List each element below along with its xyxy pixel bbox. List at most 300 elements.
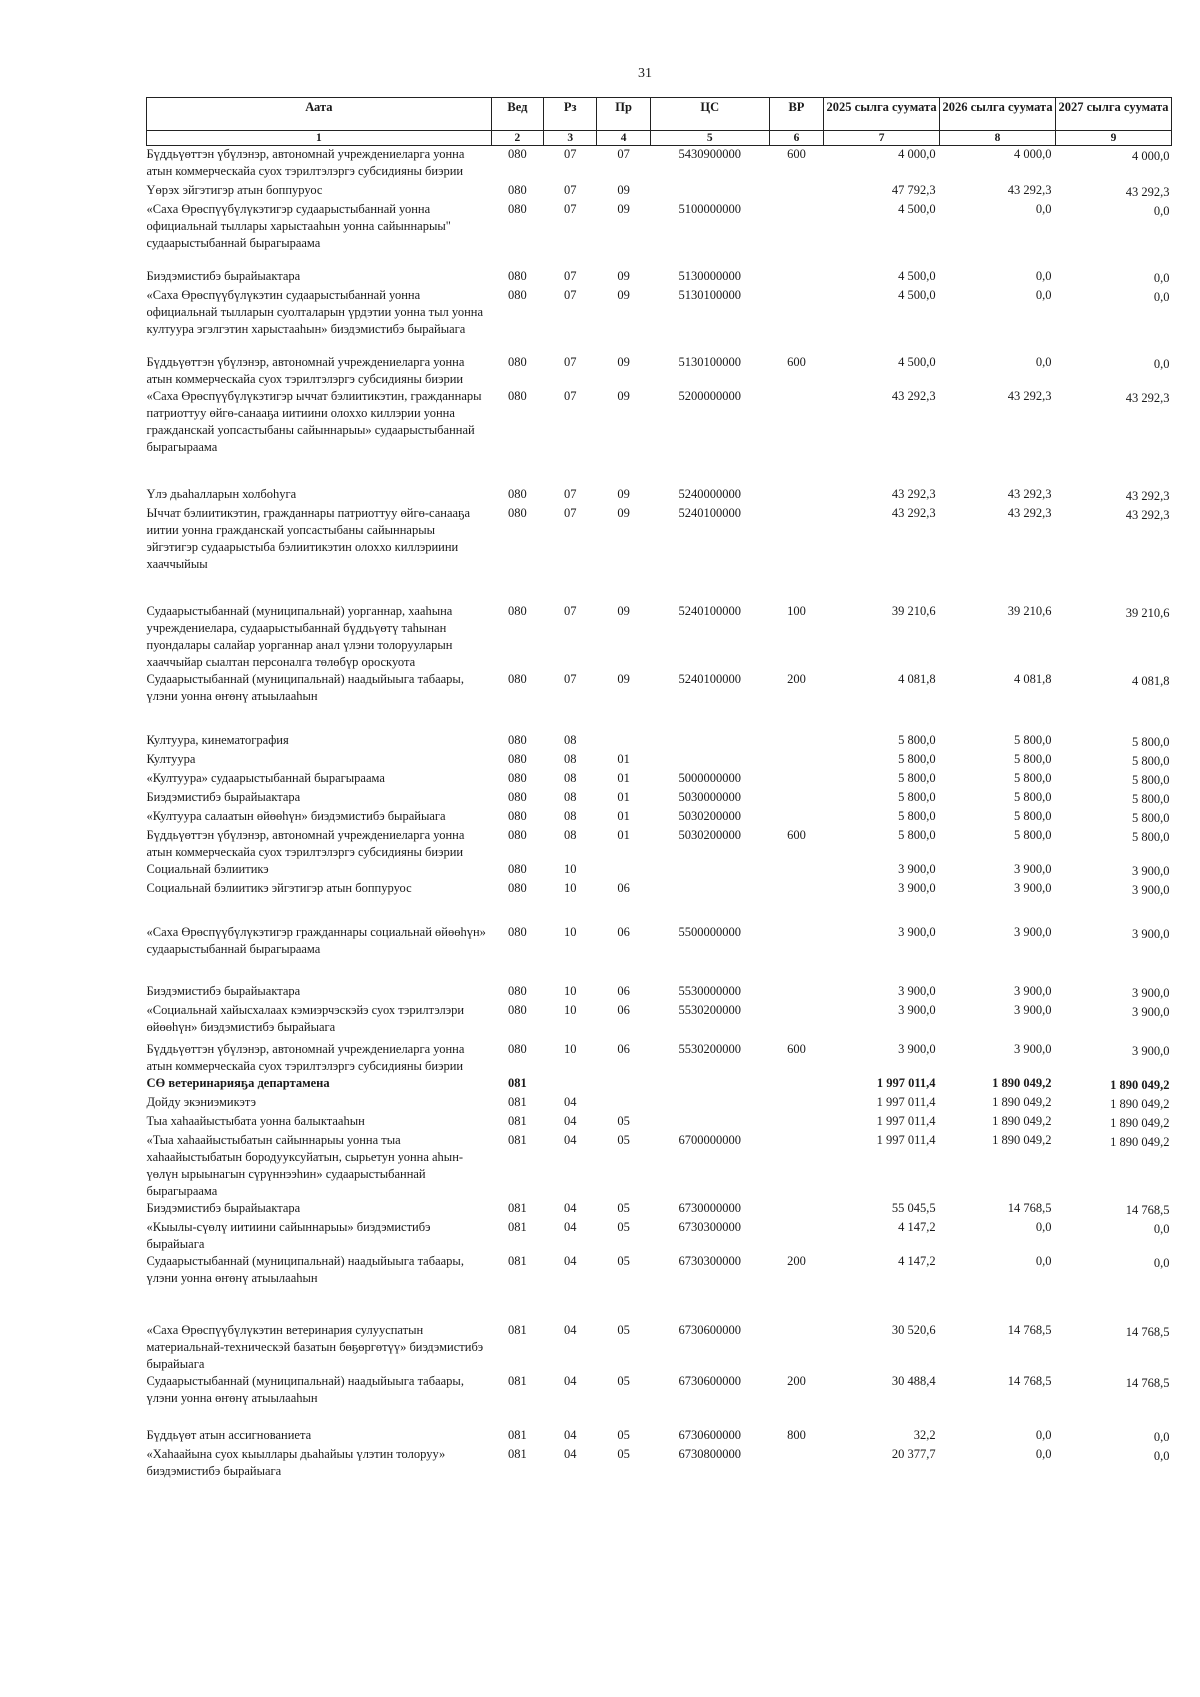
cell-2027: 1 890 049,2 bbox=[1110, 1078, 1170, 1092]
cell-2025: 43 292,3 bbox=[891, 487, 936, 501]
cell-vr bbox=[769, 1113, 823, 1132]
table-row bbox=[147, 1113, 1172, 1132]
cell-rz: 04 bbox=[563, 1447, 577, 1461]
table-row bbox=[147, 146, 1172, 181]
cell-2026: 1 890 049,2 bbox=[992, 1114, 1052, 1128]
cell-cs bbox=[650, 180, 769, 201]
cell-2026: 5 800,0 bbox=[1014, 752, 1052, 766]
cell-2025: 55 045,5 bbox=[891, 1201, 936, 1215]
cell-2025: 5 800,0 bbox=[898, 790, 936, 804]
cell-name: Биэдэмистибэ бырайыактара bbox=[146, 269, 301, 283]
cell-2025: 4 147,2 bbox=[898, 1254, 936, 1268]
cell-2026: 43 292,3 bbox=[1007, 183, 1052, 197]
cell-2025: 47 792,3 bbox=[891, 183, 936, 197]
table-row bbox=[147, 1446, 1172, 1480]
header-cell-2027: 2027 сылга суумата bbox=[1056, 98, 1172, 131]
table-row bbox=[147, 287, 1172, 338]
table-row bbox=[147, 1075, 1172, 1094]
cell-vr bbox=[769, 1132, 823, 1200]
cell-pr: 05 bbox=[617, 1374, 630, 1388]
cell-vr: 600 bbox=[787, 355, 806, 369]
cell-ved: 080 bbox=[508, 288, 527, 302]
table-row bbox=[147, 505, 1172, 573]
cell-name: Судаарыстыбаннай (муниципальнай) уорганнар, хааһына учреждениелара, судаарыстыбаннай бүддьүөтү таһынан пуондалары салайар уорганнар анал үлэни толорууларын хааччыйар сыалтан персоналга төлөбүр ороскуота bbox=[146, 604, 453, 669]
cell-2027: 14 768,5 bbox=[1125, 1203, 1170, 1217]
cell-vr bbox=[769, 201, 823, 252]
cell-rz: 10 bbox=[563, 1042, 577, 1056]
table-row bbox=[147, 201, 1172, 252]
cell-rz: 10 bbox=[563, 881, 577, 895]
cell-pr bbox=[597, 1075, 650, 1094]
cell-cs: 6730000000 bbox=[678, 1201, 741, 1215]
cell-2026: 5 800,0 bbox=[1014, 828, 1052, 842]
index-cell: 8 bbox=[940, 131, 1056, 146]
cell-pr: 09 bbox=[617, 183, 630, 197]
cell-vr: 600 bbox=[787, 147, 806, 161]
table-row bbox=[147, 751, 1172, 770]
cell-2026: 0,0 bbox=[1035, 1220, 1052, 1234]
cell-pr bbox=[597, 861, 650, 880]
cell-vr bbox=[769, 252, 823, 287]
cell-2026: 0,0 bbox=[1035, 1428, 1052, 1442]
cell-vr bbox=[769, 1446, 823, 1480]
table-row bbox=[147, 770, 1172, 789]
cell-2027: 0,0 bbox=[1153, 357, 1170, 371]
cell-2026: 4 000,0 bbox=[1014, 147, 1052, 161]
header-cell-pr: Пр bbox=[597, 98, 650, 131]
table-row bbox=[147, 880, 1172, 899]
cell-name: Дойду экэниэмикэтэ bbox=[146, 1095, 256, 1109]
cell-cs: 5130100000 bbox=[678, 355, 741, 369]
cell-rz: 08 bbox=[563, 752, 577, 766]
table-row bbox=[147, 705, 1172, 751]
cell-cs: 5240000000 bbox=[678, 487, 741, 501]
cell-vr bbox=[769, 770, 823, 789]
cell-cs: 5240100000 bbox=[678, 604, 741, 618]
cell-ved: 080 bbox=[508, 355, 527, 369]
cell-2026: 1 890 049,2 bbox=[992, 1076, 1052, 1090]
table-body bbox=[147, 146, 1172, 1481]
cell-rz: 04 bbox=[563, 1133, 577, 1147]
cell-cs: 5500000000 bbox=[678, 925, 741, 939]
cell-ved: 081 bbox=[508, 1076, 527, 1090]
cell-2025: 1 997 011,4 bbox=[876, 1095, 936, 1109]
cell-ved: 080 bbox=[508, 147, 527, 161]
cell-2027: 3 900,0 bbox=[1132, 927, 1170, 941]
cell-2027: 3 900,0 bbox=[1132, 1044, 1170, 1058]
cell-vr bbox=[769, 861, 823, 880]
header-cell-ved: Вед bbox=[491, 98, 543, 131]
cell-name: Социальнай бэлиитикэ bbox=[146, 862, 269, 876]
cell-ved: 080 bbox=[508, 672, 527, 686]
cell-name: Бүддьүөттэн үбүлэнэр, автономнай учреждениеларга уонна атын коммерческайа суох тэрилтэлэргэ субсидияны биэрии bbox=[146, 828, 465, 859]
cell-2026: 14 768,5 bbox=[1007, 1374, 1052, 1388]
cell-2026: 3 900,0 bbox=[1014, 1042, 1052, 1056]
cell-2026: 0,0 bbox=[1035, 1447, 1052, 1461]
cell-ved: 080 bbox=[508, 862, 527, 876]
cell-pr: 05 bbox=[617, 1220, 630, 1234]
cell-pr: 09 bbox=[617, 355, 630, 369]
cell-vr bbox=[769, 180, 823, 201]
cell-name: Ыччат бэлиитикэтин, гражданнары патриоттуу өйгө-санааҕа иитии уонна гражданскай уопсастыбаны сайыннарыы эйгэтигэр судаарыстыба бэлиитикэтин олоххо киллэриини хааччыйыы bbox=[146, 506, 471, 571]
cell-cs: 5030000000 bbox=[678, 790, 741, 804]
cell-2025: 3 900,0 bbox=[898, 925, 936, 939]
cell-2025: 43 292,3 bbox=[891, 506, 936, 520]
cell-2027: 39 210,6 bbox=[1125, 606, 1170, 620]
cell-vr bbox=[769, 880, 823, 899]
cell-2025: 5 800,0 bbox=[898, 809, 936, 823]
cell-rz bbox=[544, 1075, 597, 1094]
cell-ved: 080 bbox=[508, 771, 527, 785]
cell-2026: 43 292,3 bbox=[1007, 506, 1052, 520]
cell-name: «Култуура» судаарыстыбаннай бырагыраама bbox=[146, 771, 385, 785]
cell-name: Биэдэмистибэ бырайыактара bbox=[146, 1201, 301, 1215]
cell-cs bbox=[650, 861, 769, 880]
cell-2026: 14 768,5 bbox=[1007, 1201, 1052, 1215]
cell-2027: 5 800,0 bbox=[1132, 735, 1170, 749]
cell-2025: 4 000,0 bbox=[898, 147, 936, 161]
cell-2025: 5 800,0 bbox=[898, 752, 936, 766]
cell-rz: 10 bbox=[563, 862, 577, 876]
cell-cs: 5240100000 bbox=[678, 506, 741, 520]
cell-2027: 1 890 049,2 bbox=[1110, 1097, 1170, 1111]
table-row bbox=[147, 1094, 1172, 1113]
cell-name: «Саха Өрөспүүбүлүкэтин судаарыстыбаннай уонна официальнай тылларын суолталарын үрдэтии уонна тыл уонна култуура эгэлгэтин харыстааһын» биэдэмистибэ бырайыага bbox=[146, 288, 483, 336]
cell-pr: 09 bbox=[617, 487, 630, 501]
cell-name: «Култуура салаатын өйөөһүн» биэдэмистибэ бырайыага bbox=[146, 809, 446, 823]
cell-2027: 5 800,0 bbox=[1132, 773, 1170, 787]
cell-cs: 5430900000 bbox=[678, 147, 741, 161]
cell-rz: 07 bbox=[563, 506, 577, 520]
cell-rz: 08 bbox=[563, 733, 577, 747]
cell-name: Бүддьүөттэн үбүлэнэр, автономнай учреждениеларга уонна атын коммерческайа суох тэрилтэлэргэ субсидияны биэрии bbox=[146, 147, 465, 178]
cell-rz: 04 bbox=[563, 1323, 577, 1337]
cell-2026: 5 800,0 bbox=[1014, 771, 1052, 785]
cell-2025: 43 292,3 bbox=[891, 389, 936, 403]
cell-vr: 200 bbox=[787, 1374, 806, 1388]
cell-pr: 01 bbox=[617, 790, 630, 804]
header-cell-2026: 2026 сылга суумата bbox=[940, 98, 1056, 131]
cell-2025: 4 147,2 bbox=[898, 1220, 936, 1234]
cell-rz: 04 bbox=[563, 1374, 577, 1388]
table-row bbox=[147, 827, 1172, 861]
cell-vr: 200 bbox=[787, 672, 806, 686]
cell-ved: 081 bbox=[508, 1201, 527, 1215]
table-row bbox=[147, 1036, 1172, 1075]
table-row bbox=[147, 1253, 1172, 1287]
cell-name: Култуура, кинематография bbox=[146, 733, 289, 747]
cell-rz: 08 bbox=[563, 790, 577, 804]
cell-name: Биэдэмистибэ бырайыактара bbox=[146, 984, 301, 998]
cell-pr: 01 bbox=[617, 771, 630, 785]
cell-name: Бүддьүөттэн үбүлэнэр, автономнай учреждениеларга уонна атын коммерческайа суох тэрилтэлэргэ субсидияны биэрии bbox=[146, 355, 465, 386]
cell-cs bbox=[650, 1113, 769, 1132]
header-cell-name: Аата bbox=[147, 98, 492, 131]
cell-pr: 06 bbox=[617, 984, 630, 998]
cell-2027: 5 800,0 bbox=[1132, 754, 1170, 768]
cell-2026: 3 900,0 bbox=[1014, 881, 1052, 895]
budget-table bbox=[146, 97, 1172, 1480]
cell-cs: 5030200000 bbox=[678, 809, 741, 823]
cell-ved: 081 bbox=[508, 1374, 527, 1388]
cell-2027: 14 768,5 bbox=[1125, 1376, 1170, 1390]
cell-ved: 080 bbox=[508, 506, 527, 520]
header-cell-cs: ЦС bbox=[650, 98, 769, 131]
cell-2025: 30 520,6 bbox=[891, 1323, 936, 1337]
cell-rz: 04 bbox=[563, 1201, 577, 1215]
cell-2027: 0,0 bbox=[1153, 1430, 1170, 1444]
cell-vr bbox=[769, 705, 823, 751]
cell-2025: 30 488,4 bbox=[891, 1374, 936, 1388]
cell-vr bbox=[769, 388, 823, 456]
table-row bbox=[147, 1407, 1172, 1446]
cell-pr: 05 bbox=[617, 1201, 630, 1215]
cell-vr bbox=[769, 505, 823, 573]
table-row bbox=[147, 899, 1172, 958]
cell-pr bbox=[597, 705, 650, 751]
cell-cs bbox=[650, 1075, 769, 1094]
cell-pr: 09 bbox=[617, 288, 630, 302]
cell-2027: 43 292,3 bbox=[1125, 508, 1170, 522]
cell-ved: 081 bbox=[508, 1254, 527, 1268]
cell-2026: 43 292,3 bbox=[1007, 487, 1052, 501]
cell-ved: 080 bbox=[508, 752, 527, 766]
cell-2027: 1 890 049,2 bbox=[1110, 1116, 1170, 1130]
cell-cs: 5200000000 bbox=[678, 389, 741, 403]
cell-2025: 3 900,0 bbox=[898, 881, 936, 895]
cell-2025: 1 997 011,4 bbox=[876, 1114, 936, 1128]
cell-rz: 07 bbox=[563, 355, 577, 369]
cell-2025: 4 500,0 bbox=[898, 269, 936, 283]
cell-pr: 09 bbox=[617, 269, 630, 283]
cell-vr bbox=[769, 899, 823, 958]
cell-vr bbox=[769, 751, 823, 770]
cell-2025: 3 900,0 bbox=[898, 1003, 936, 1017]
index-cell: 2 bbox=[491, 131, 543, 146]
table-row bbox=[147, 861, 1172, 880]
table-row bbox=[147, 1132, 1172, 1200]
cell-2026: 1 890 049,2 bbox=[992, 1133, 1052, 1147]
cell-name: «Саха Өрөспүүбүлүкэтигэр ыччат бэлиитикэтин, гражданнары патриоттуу өйгө-санааҕа иитиини олоххо киллэрии уонна гражданскай уопсастыбаны сайыннарыы» судаарыстыбаннай бырагыраама bbox=[146, 389, 482, 454]
cell-2025: 3 900,0 bbox=[898, 984, 936, 998]
cell-rz: 10 bbox=[563, 1003, 577, 1017]
cell-pr: 05 bbox=[617, 1447, 630, 1461]
cell-2026: 0,0 bbox=[1035, 355, 1052, 369]
cell-2027: 3 900,0 bbox=[1132, 1005, 1170, 1019]
cell-cs: 5530200000 bbox=[678, 1042, 741, 1056]
cell-2026: 3 900,0 bbox=[1014, 925, 1052, 939]
cell-2027: 4 081,8 bbox=[1132, 674, 1170, 688]
cell-cs bbox=[650, 705, 769, 751]
cell-ved: 080 bbox=[508, 183, 527, 197]
index-cell: 3 bbox=[544, 131, 597, 146]
cell-rz: 08 bbox=[563, 771, 577, 785]
table-row bbox=[147, 252, 1172, 287]
cell-name: «Саха Өрөспүүбүлүкэтигэр судаарыстыбаннай уонна официальнай тыллары харыстааһын уонна сайыннарыы" судаарыстыбаннай бырагыраама bbox=[146, 202, 451, 250]
cell-cs: 6730300000 bbox=[678, 1220, 741, 1234]
cell-rz: 07 bbox=[563, 183, 577, 197]
cell-vr bbox=[769, 287, 823, 338]
cell-ved: 080 bbox=[508, 389, 527, 403]
cell-vr bbox=[769, 1200, 823, 1219]
table-row bbox=[147, 1200, 1172, 1219]
cell-pr: 06 bbox=[617, 925, 630, 939]
cell-2027: 0,0 bbox=[1153, 271, 1170, 285]
cell-2026: 1 890 049,2 bbox=[992, 1095, 1052, 1109]
cell-name: Үлэ дьаһалларын холбоһуга bbox=[146, 487, 297, 501]
cell-cs: 5530000000 bbox=[678, 984, 741, 998]
cell-rz: 04 bbox=[563, 1220, 577, 1234]
cell-ved: 080 bbox=[508, 604, 527, 618]
cell-2025: 3 900,0 bbox=[898, 1042, 936, 1056]
cell-ved: 080 bbox=[508, 984, 527, 998]
table-row bbox=[147, 1373, 1172, 1407]
table-header-row bbox=[147, 98, 1172, 131]
cell-ved: 081 bbox=[508, 1133, 527, 1147]
cell-rz: 07 bbox=[563, 604, 577, 618]
table-row bbox=[147, 388, 1172, 456]
cell-2027: 0,0 bbox=[1153, 290, 1170, 304]
cell-name: Тыа хаһаайыстыбата уонна балыктааһын bbox=[146, 1114, 365, 1128]
cell-rz: 07 bbox=[563, 147, 577, 161]
cell-2027: 14 768,5 bbox=[1125, 1325, 1170, 1339]
cell-vr bbox=[769, 808, 823, 827]
cell-2026: 3 900,0 bbox=[1014, 862, 1052, 876]
cell-2027: 43 292,3 bbox=[1125, 391, 1170, 405]
cell-ved: 080 bbox=[508, 790, 527, 804]
cell-rz: 04 bbox=[563, 1254, 577, 1268]
index-cell: 1 bbox=[147, 131, 492, 146]
table-row bbox=[147, 1287, 1172, 1373]
table-row bbox=[147, 789, 1172, 808]
cell-2026: 0,0 bbox=[1035, 269, 1052, 283]
cell-2027: 0,0 bbox=[1153, 204, 1170, 218]
cell-name: Култуура bbox=[146, 752, 196, 766]
cell-cs: 6730600000 bbox=[678, 1428, 741, 1442]
cell-cs: 5030200000 bbox=[678, 828, 741, 842]
cell-name: «Тыа хаһаайыстыбатын сайыннарыы уонна тыа хаһаайыстыбатын бородууксуйатын, сырьетун уонна аһын-үөлүн ырыынагын сүрүннээһин» судаарыстыбаннай бырагыраама bbox=[146, 1133, 464, 1198]
cell-pr: 09 bbox=[617, 389, 630, 403]
cell-vr: 100 bbox=[787, 604, 806, 618]
cell-pr: 05 bbox=[617, 1133, 630, 1147]
cell-2026: 5 800,0 bbox=[1014, 809, 1052, 823]
cell-pr: 06 bbox=[617, 1003, 630, 1017]
cell-ved: 081 bbox=[508, 1095, 527, 1109]
cell-ved: 081 bbox=[508, 1220, 527, 1234]
cell-2025: 5 800,0 bbox=[898, 733, 936, 747]
cell-2025: 5 800,0 bbox=[898, 828, 936, 842]
cell-vr: 600 bbox=[787, 1042, 806, 1056]
cell-cs: 5130100000 bbox=[678, 288, 741, 302]
cell-pr: 01 bbox=[617, 809, 630, 823]
cell-vr bbox=[769, 456, 823, 505]
cell-pr: 06 bbox=[617, 881, 630, 895]
table-row bbox=[147, 958, 1172, 1002]
cell-pr: 06 bbox=[617, 1042, 630, 1056]
page-number: 31 bbox=[638, 66, 652, 81]
cell-pr: 05 bbox=[617, 1323, 630, 1337]
index-cell: 6 bbox=[769, 131, 823, 146]
cell-name: Судаарыстыбаннай (муниципальнай) наадыйыыга табаары, үлэни уонна өҥөнү атыылааһын bbox=[146, 672, 464, 703]
cell-2025: 1 997 011,4 bbox=[876, 1133, 936, 1147]
cell-vr bbox=[769, 1287, 823, 1373]
table-row bbox=[147, 338, 1172, 388]
table-row bbox=[147, 180, 1172, 201]
cell-pr: 09 bbox=[617, 202, 630, 216]
cell-ved: 080 bbox=[508, 809, 527, 823]
cell-ved: 080 bbox=[508, 925, 527, 939]
cell-ved: 080 bbox=[508, 1003, 527, 1017]
cell-vr bbox=[769, 1219, 823, 1253]
cell-cs: 5100000000 bbox=[678, 202, 741, 216]
cell-2025: 5 800,0 bbox=[898, 771, 936, 785]
cell-2025: 3 900,0 bbox=[898, 862, 936, 876]
cell-2026: 5 800,0 bbox=[1014, 733, 1052, 747]
cell-2025: 20 377,7 bbox=[891, 1447, 936, 1461]
cell-2027: 43 292,3 bbox=[1125, 185, 1170, 199]
cell-name: Судаарыстыбаннай (муниципальнай) наадыйыыга табаары, үлэни уонна өҥөнү атыылааһын bbox=[146, 1254, 464, 1285]
cell-2027: 0,0 bbox=[1153, 1256, 1170, 1270]
cell-name: «Хаһаайына суох кыыллары дьаһайыы үлэтин толоруу» биэдэмистибэ бырайыага bbox=[146, 1447, 446, 1478]
cell-rz: 08 bbox=[563, 809, 577, 823]
cell-vr: 600 bbox=[787, 828, 806, 842]
cell-cs bbox=[650, 751, 769, 770]
cell-pr: 05 bbox=[617, 1114, 630, 1128]
cell-rz: 10 bbox=[563, 925, 577, 939]
cell-name: Судаарыстыбаннай (муниципальнай) наадыйыыга табаары, үлэни уонна өҥөнү атыылааһын bbox=[146, 1374, 464, 1405]
table-row bbox=[147, 808, 1172, 827]
cell-2025: 4 500,0 bbox=[898, 202, 936, 216]
cell-pr: 07 bbox=[617, 147, 630, 161]
cell-name: Бүддьүөттэн үбүлэнэр, автономнай учреждениеларга уонна атын коммерческайа суох тэрилтэлэргэ субсидияны биэрии bbox=[146, 1042, 465, 1073]
cell-vr bbox=[769, 1075, 823, 1094]
cell-ved: 080 bbox=[508, 269, 527, 283]
cell-ved: 080 bbox=[508, 487, 527, 501]
cell-cs: 6730800000 bbox=[678, 1447, 741, 1461]
cell-ved: 081 bbox=[508, 1323, 527, 1337]
cell-rz: 10 bbox=[563, 984, 577, 998]
cell-ved: 081 bbox=[508, 1428, 527, 1442]
cell-pr: 05 bbox=[617, 1254, 630, 1268]
table-row bbox=[147, 1002, 1172, 1036]
cell-pr: 09 bbox=[617, 672, 630, 686]
cell-rz: 07 bbox=[563, 202, 577, 216]
cell-2027: 4 000,0 bbox=[1132, 149, 1170, 163]
cell-pr: 01 bbox=[617, 752, 630, 766]
cell-vr bbox=[769, 958, 823, 1002]
cell-name: «Саха Өрөспүүбүлүкэтин ветеринария сулууспатын материальнай-техническэй базатын бөҕөргөтүү» биэдэмистибэ бырайыага bbox=[146, 1323, 484, 1371]
cell-2026: 4 081,8 bbox=[1014, 672, 1052, 686]
header-cell-vr: ВР bbox=[769, 98, 823, 131]
index-cell: 5 bbox=[650, 131, 769, 146]
table-row bbox=[147, 671, 1172, 705]
cell-rz: 07 bbox=[563, 487, 577, 501]
cell-cs: 6730600000 bbox=[678, 1323, 741, 1337]
cell-2026: 0,0 bbox=[1035, 202, 1052, 216]
cell-ved: 080 bbox=[508, 202, 527, 216]
cell-name: Социальнай бэлиитикэ эйгэтигэр атын боппуруос bbox=[146, 881, 412, 895]
table-row bbox=[147, 573, 1172, 671]
index-cell: 4 bbox=[597, 131, 650, 146]
cell-2026: 43 292,3 bbox=[1007, 389, 1052, 403]
cell-2026: 3 900,0 bbox=[1014, 984, 1052, 998]
cell-2025: 4 500,0 bbox=[898, 288, 936, 302]
cell-2027: 3 900,0 bbox=[1132, 864, 1170, 878]
cell-2027: 5 800,0 bbox=[1132, 792, 1170, 806]
cell-rz: 07 bbox=[563, 389, 577, 403]
cell-vr bbox=[769, 1094, 823, 1113]
cell-vr: 200 bbox=[787, 1254, 806, 1268]
